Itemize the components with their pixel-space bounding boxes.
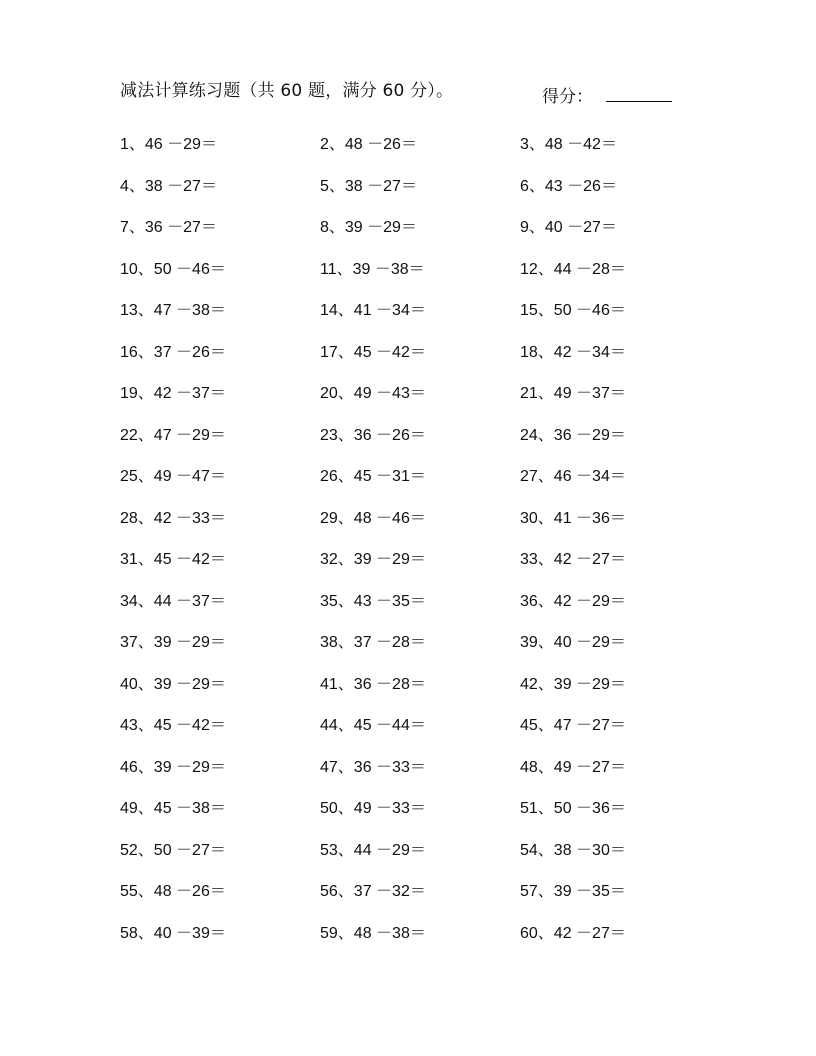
subtraction-problem: 22、47 －29＝ [120, 426, 226, 444]
subtraction-problem: 1、46 －29＝ [120, 136, 217, 154]
problem-row [120, 371, 720, 413]
problem-row [120, 662, 720, 704]
subtraction-problem: 17、45 －42＝ [320, 343, 426, 361]
problem-row [120, 828, 720, 870]
subtraction-problem: 33、42 －27＝ [520, 551, 626, 569]
subtraction-problem: 39、40 －29＝ [520, 634, 626, 652]
problem-row [120, 537, 720, 579]
subtraction-problem: 34、44 －37＝ [120, 592, 226, 610]
subtraction-problem: 46、39 －29＝ [120, 758, 226, 776]
subtraction-problem: 57、39 －35＝ [520, 883, 626, 901]
subtraction-problem: 48、49 －27＝ [520, 758, 626, 776]
subtraction-problem: 50、49 －33＝ [320, 800, 426, 818]
subtraction-problem: 27、46 －34＝ [520, 468, 626, 486]
subtraction-problem: 35、43 －35＝ [320, 592, 426, 610]
subtraction-problem: 7、36 －27＝ [120, 219, 217, 237]
worksheet-title: 减法计算练习题（共 60 题，满分 60 分）。 [120, 81, 454, 101]
subtraction-problem: 47、36 －33＝ [320, 758, 426, 776]
subtraction-problem: 53、44 －29＝ [320, 841, 426, 859]
subtraction-problem: 41、36 －28＝ [320, 675, 426, 693]
problem-row [120, 869, 720, 911]
subtraction-problem: 54、38 －30＝ [520, 841, 626, 859]
score-label: 得分： [542, 87, 593, 107]
problem-row [120, 288, 720, 330]
problem-row [120, 786, 720, 828]
subtraction-problem: 58、40 －39＝ [120, 924, 226, 942]
subtraction-problem: 45、47 －27＝ [520, 717, 626, 735]
problem-row [120, 496, 720, 538]
problem-row [120, 330, 720, 372]
problem-grid [120, 122, 720, 952]
subtraction-problem: 14、41 －34＝ [320, 302, 426, 320]
subtraction-problem: 36、42 －29＝ [520, 592, 626, 610]
subtraction-problem: 4、38 －27＝ [120, 177, 217, 195]
subtraction-problem: 49、45 －38＝ [120, 800, 226, 818]
subtraction-problem: 43、45 －42＝ [120, 717, 226, 735]
problem-row [120, 164, 720, 206]
subtraction-problem: 59、48 －38＝ [320, 924, 426, 942]
problem-row [120, 745, 720, 787]
subtraction-problem: 26、45 －31＝ [320, 468, 426, 486]
subtraction-problem: 38、37 －28＝ [320, 634, 426, 652]
subtraction-problem: 55、48 －26＝ [120, 883, 226, 901]
subtraction-problem: 9、40 －27＝ [520, 219, 617, 237]
problem-row [120, 911, 720, 953]
subtraction-problem: 21、49 －37＝ [520, 385, 626, 403]
subtraction-problem: 3、48 －42＝ [520, 136, 617, 154]
subtraction-problem: 56、37 －32＝ [320, 883, 426, 901]
subtraction-problem: 24、36 －29＝ [520, 426, 626, 444]
problem-row [120, 205, 720, 247]
problem-row [120, 620, 720, 662]
problem-row [120, 454, 720, 496]
subtraction-problem: 2、48 －26＝ [320, 136, 417, 154]
subtraction-problem: 18、42 －34＝ [520, 343, 626, 361]
subtraction-problem: 5、38 －27＝ [320, 177, 417, 195]
subtraction-problem: 31、45 －42＝ [120, 551, 226, 569]
subtraction-problem: 37、39 －29＝ [120, 634, 226, 652]
subtraction-problem: 52、50 －27＝ [120, 841, 226, 859]
subtraction-problem: 44、45 －44＝ [320, 717, 426, 735]
subtraction-problem: 42、39 －29＝ [520, 675, 626, 693]
subtraction-problem: 20、49 －43＝ [320, 385, 426, 403]
subtraction-problem: 60、42 －27＝ [520, 924, 626, 942]
subtraction-problem: 51、50 －36＝ [520, 800, 626, 818]
problem-row [120, 579, 720, 621]
problem-row [120, 413, 720, 455]
subtraction-problem: 29、48 －46＝ [320, 509, 426, 527]
subtraction-problem: 15、50 －46＝ [520, 302, 626, 320]
subtraction-problem: 12、44 －28＝ [520, 260, 626, 278]
problem-row [120, 122, 720, 164]
subtraction-problem: 32、39 －29＝ [320, 551, 426, 569]
subtraction-problem: 25、49 －47＝ [120, 468, 226, 486]
subtraction-problem: 40、39 －29＝ [120, 675, 226, 693]
subtraction-problem: 16、37 －26＝ [120, 343, 226, 361]
subtraction-problem: 30、41 －36＝ [520, 509, 626, 527]
subtraction-problem: 10、50 －46＝ [120, 260, 226, 278]
problem-row [120, 703, 720, 745]
score-blank-line[interactable] [606, 82, 672, 102]
subtraction-problem: 13、47 －38＝ [120, 302, 226, 320]
subtraction-problem: 11、39 －38＝ [320, 260, 425, 278]
subtraction-problem: 28、42 －33＝ [120, 509, 226, 527]
subtraction-problem: 6、43 －26＝ [520, 177, 617, 195]
problem-row [120, 247, 720, 289]
subtraction-problem: 23、36 －26＝ [320, 426, 426, 444]
subtraction-problem: 19、42 －37＝ [120, 385, 226, 403]
subtraction-problem: 8、39 －29＝ [320, 219, 417, 237]
